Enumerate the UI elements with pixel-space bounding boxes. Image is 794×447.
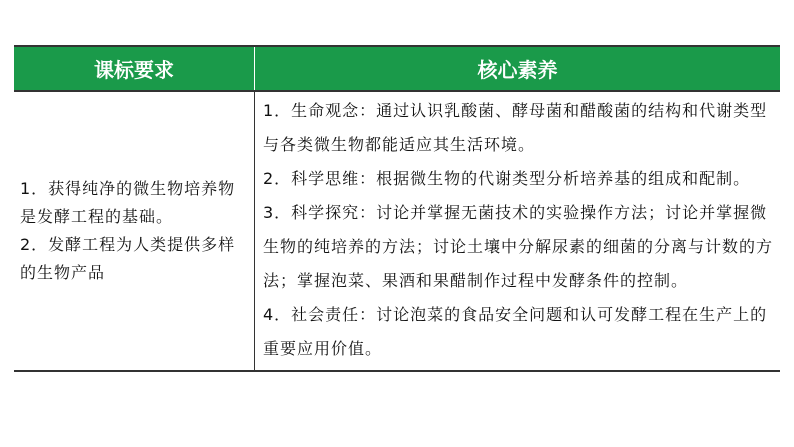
table-row — [14, 91, 780, 371]
literacy-item-3: 3．科学探究：讨论并掌握无菌技术的实验操作方法；讨论并掌握微生物的纯培养的方法；讨论土壤中分解尿素的细菌的分离与计数的方法；掌握泡菜、果酒和果醋制作过程中发酵条件的控制。 — [263, 203, 774, 290]
standards-table — [14, 45, 780, 372]
requirements-header: 课标要求 — [14, 46, 255, 91]
literacy-item-4: 4．社会责任：讨论泡菜的食品安全问题和认可发酵工程在生产上的重要应用价值。 — [263, 305, 768, 358]
literacy-header: 核心素养 — [255, 46, 781, 91]
table-header-row — [14, 46, 780, 91]
requirements-cell — [14, 91, 255, 371]
literacy-item-1: 1．生命观念：通过认识乳酸菌、酵母菌和醋酸菌的结构和代谢类型与各类微生物都能适应其生活环境。 — [263, 101, 768, 154]
literacy-item-2: 2．科学思维：根据微生物的代谢类型分析培养基的组成和配制。 — [263, 169, 751, 188]
requirement-item-2: 2．发酵工程为人类提供多样的生物产品 — [20, 235, 236, 282]
literacy-cell — [255, 91, 781, 371]
requirement-item-1: 1．获得纯净的微生物培养物是发酵工程的基础。 — [20, 179, 236, 226]
